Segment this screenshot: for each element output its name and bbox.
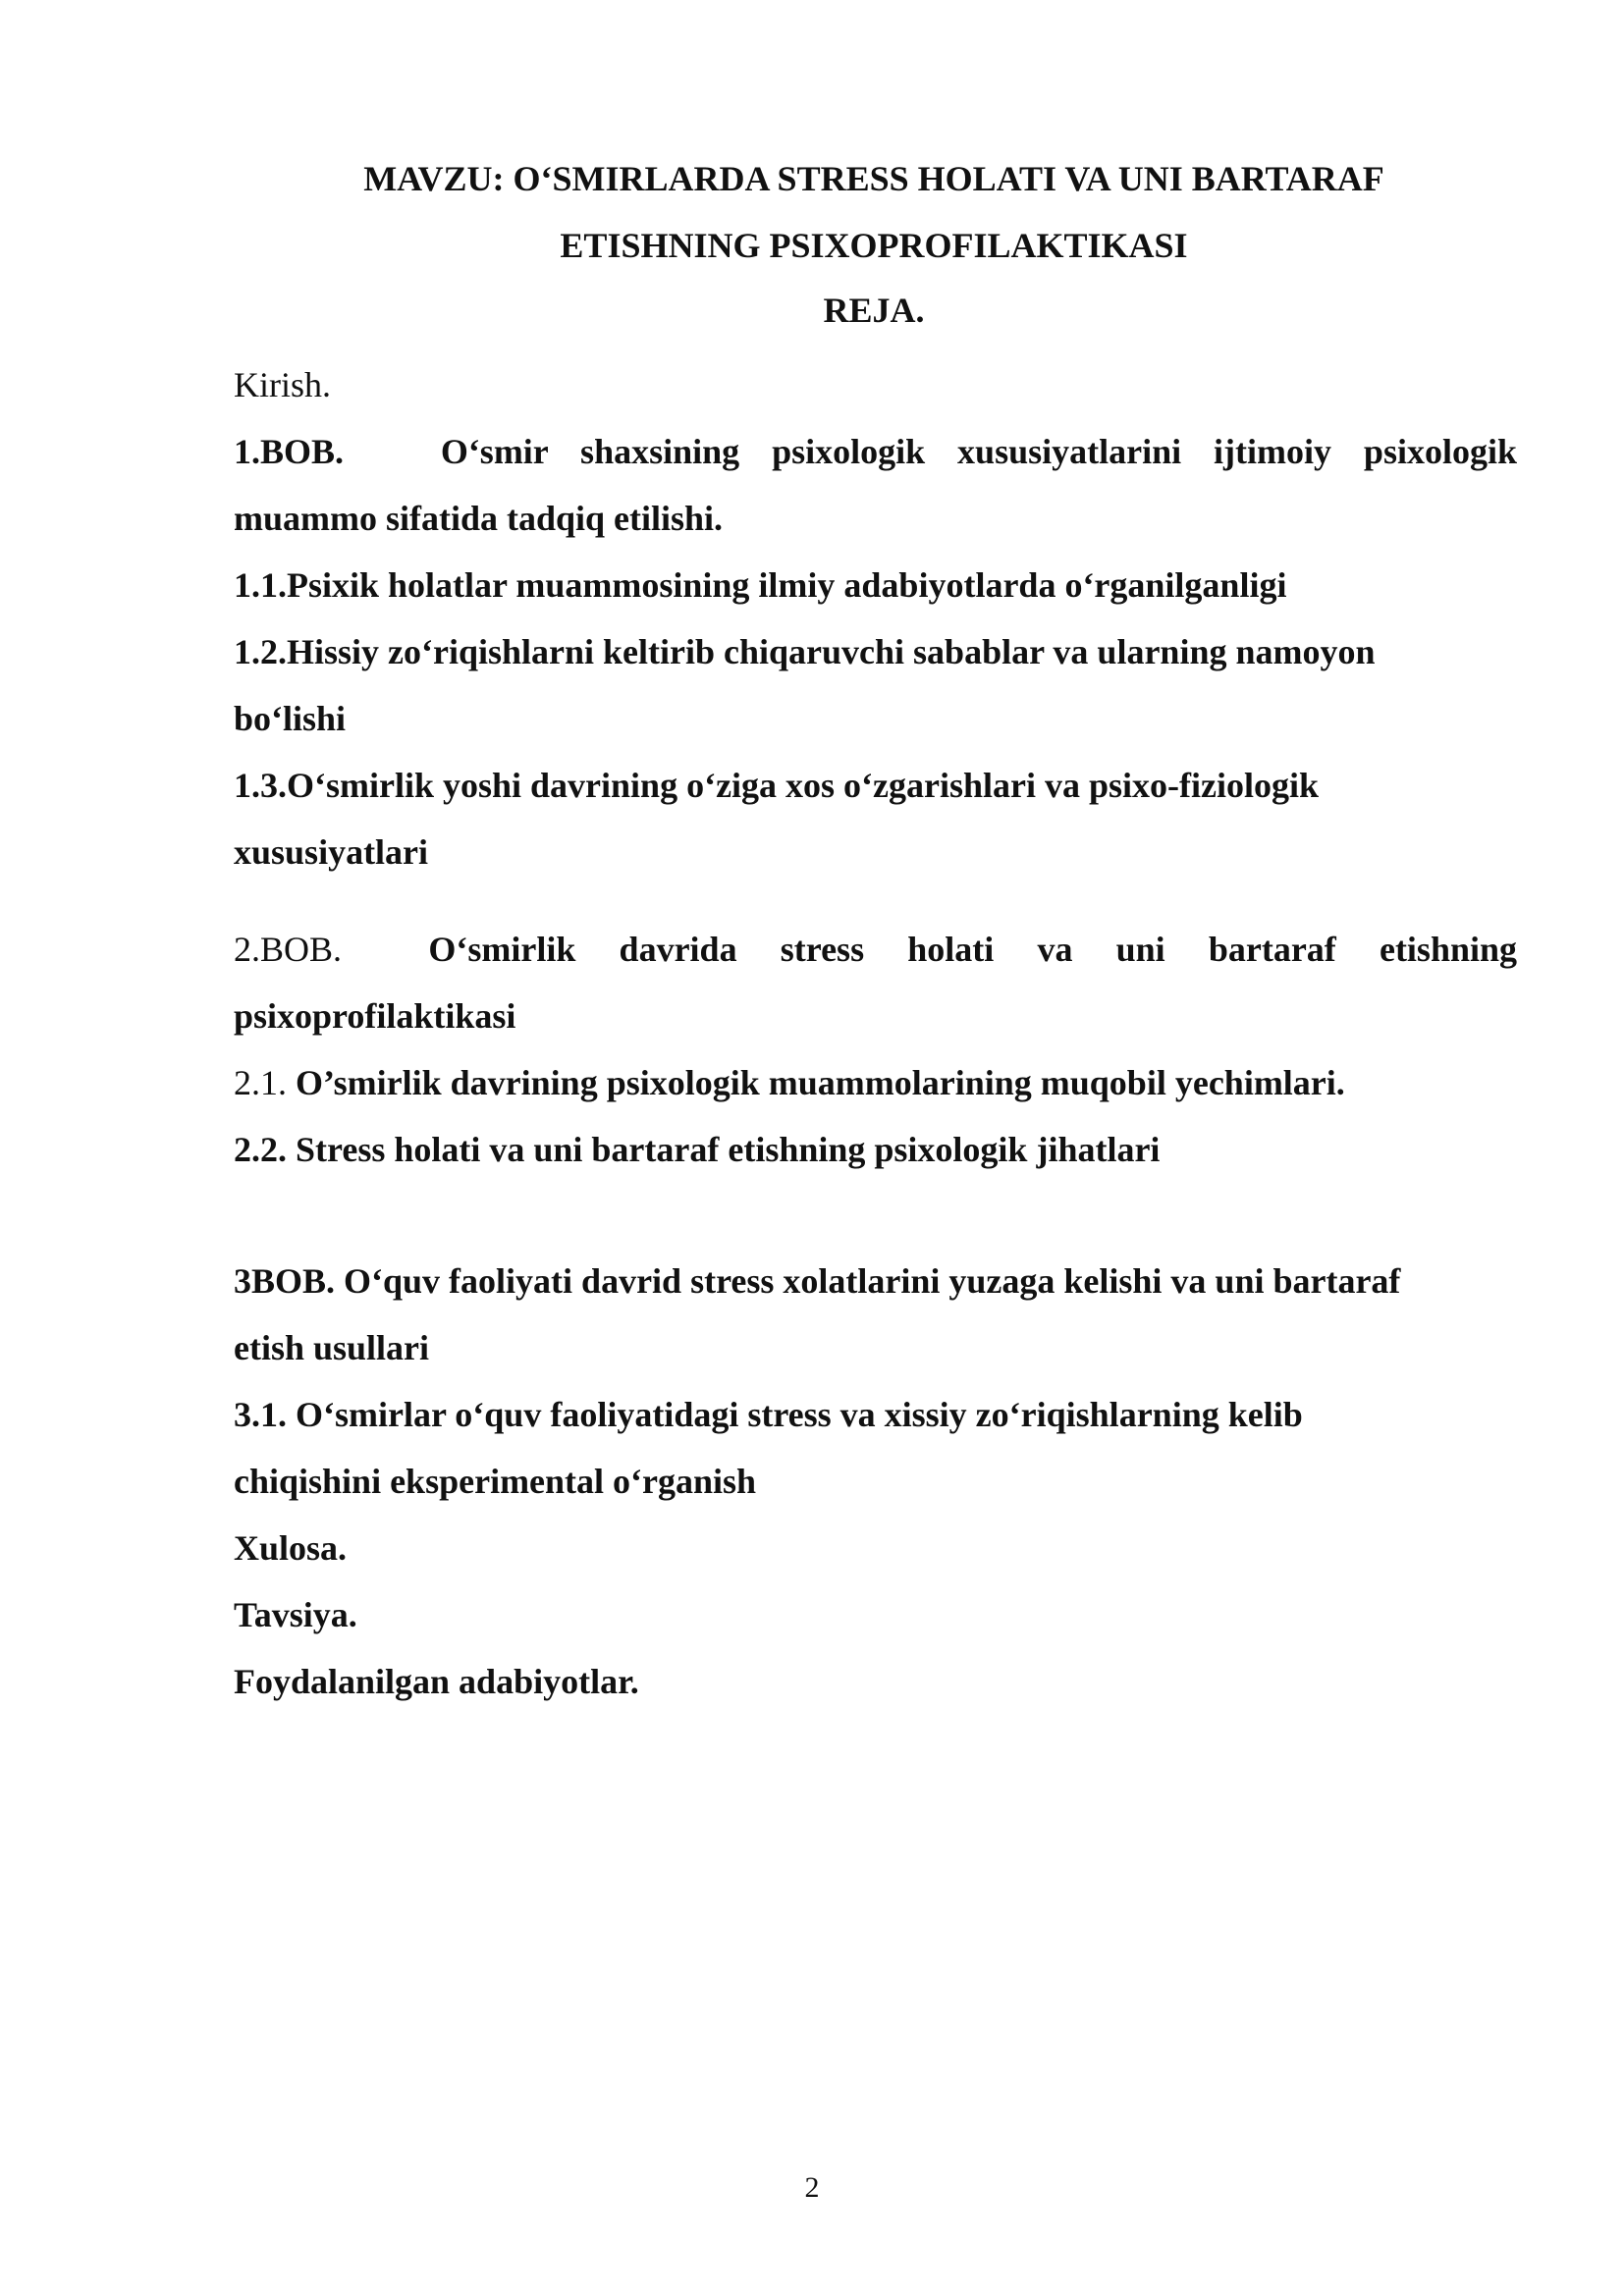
plan-references: Foydalanilgan adabiyotlar. [234,1662,639,1701]
section-1-2-line-2: bo‘lishi [234,699,347,738]
chapter-1-heading [234,418,1517,485]
section-3-1-line-2: chiqishini eksperimental o‘rganish [234,1462,757,1501]
section-2-1-number: 2.1. [234,1063,287,1102]
section-3-1-line-1: 3.1. O‘smirlar o‘quv faoliyatidagi stress va xissiy zo‘riqishlarning kelib [234,1395,1303,1434]
section-1-1: 1.1.Psixik holatlar muammosining ilmiy adabiyotlarda o‘rganilganligi [234,565,1287,605]
section-2-1-title: O’smirlik davrining psixologik muammolarining muqobil yechimlari. [296,1063,1345,1102]
plan-heading: REJA. [823,291,925,330]
chapter-1-number: 1.BOB. [234,432,345,471]
document-title [236,145,1512,279]
section-2-2: 2.2. Stress holati va uni bartaraf etishning psixologik jihatlari [234,1130,1161,1169]
plan-conclusion: Xulosa. [234,1528,348,1568]
plan-list [234,351,1517,1715]
chapter-1-title-line-1: O‘smir shaxsining psixologik xususiyatlarini ijtimoiy psixologik [440,432,1517,471]
section-1-2-line-1: 1.2.Hissiy zo‘riqishlarni keltirib chiqaruvchi sabablar va ularning namoyon [234,632,1376,671]
chapter-3-heading-line-1: 3BOB. O‘quv faoliyati davrid stress xolatlarini yuzaga kelishi va uni bartaraf [234,1261,1401,1301]
plan-intro: Kirish. [234,365,331,404]
chapter-2-title-line-1: O‘smirlik davrida stress holati va uni bartaraf etishning [428,930,1518,969]
section-1-3-line-2: xususiyatlari [234,832,429,872]
chapter-2-number: 2.BOB. [234,930,343,969]
chapter-3-heading-line-2: etish usullari [234,1328,430,1367]
page-number: 2 [804,2171,820,2204]
chapter-2-title-line-2: psixoprofilaktikasi [234,996,516,1036]
chapter-2-heading [234,916,1517,983]
title-line-2: ETISHNING PSIXOPROFILAKTIKASI [560,226,1188,265]
section-2-1 [234,1049,1517,1116]
title-line-1: MAVZU: O‘SMIRLARDA STRESS HOLATI VA UNI BARTARAF [363,159,1384,198]
plan-recommendation: Tavsiya. [234,1595,357,1634]
section-1-3-line-1: 1.3.O‘smirlik yoshi davrining o‘ziga xos o‘zgarishlari va psixo-fiziologik [234,766,1320,805]
chapter-1-title-line-2: muammo sifatida tadqiq etilishi. [234,499,724,538]
